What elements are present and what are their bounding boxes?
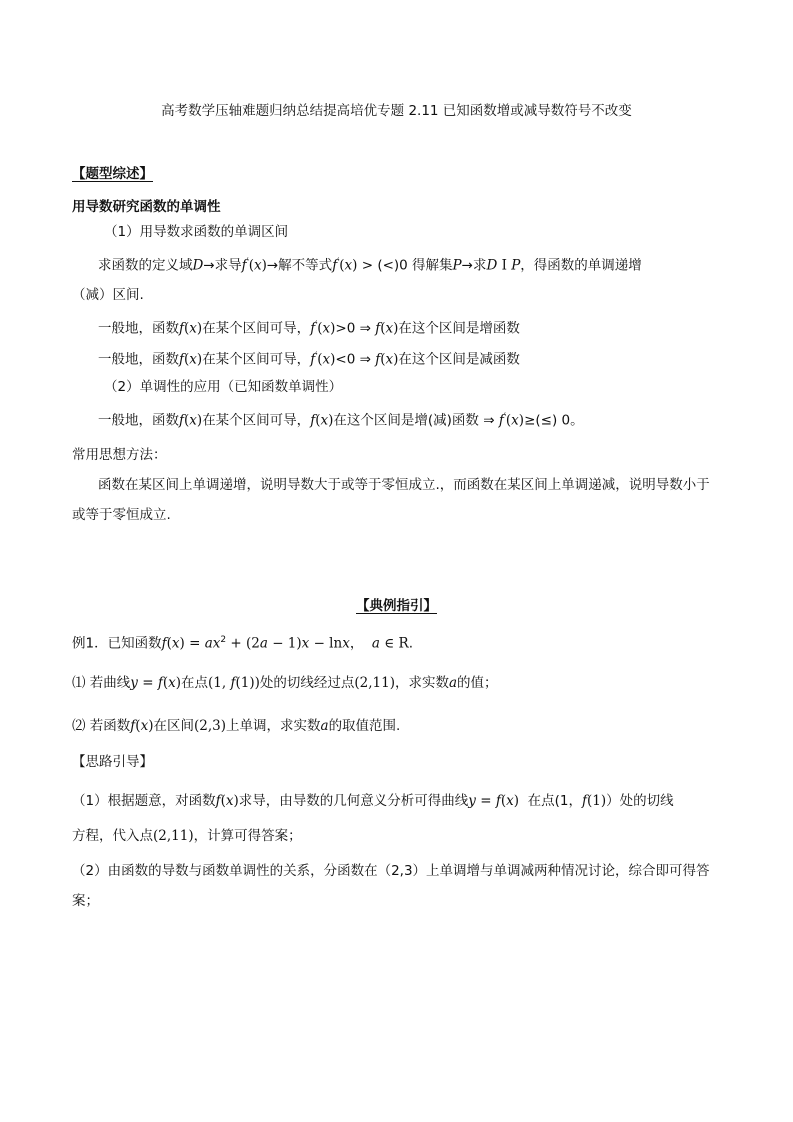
methods-text: 函数在某区间上单调递增，说明导数大于或等于零恒成立.，而函数在某区间上单调递减，说明导数小于或等于零恒成立. bbox=[72, 477, 710, 523]
hint-2: （2）由函数的导数与函数单调性的关系，分函数在（2,3）上单调增与单调减两种情况讨论，综合即可得答案； bbox=[72, 863, 710, 909]
paragraph-2-cont: （减）区间. bbox=[72, 287, 144, 303]
paragraph-4: 一般地，函数f(x)在某个区间可导，f′(x)<0 ⇒ f(x)在这个区间是减函数 bbox=[98, 351, 520, 368]
question-2: ⑵ 若函数f(x)在区间(2,3)上单调，求实数a的取值范围. bbox=[72, 718, 401, 734]
hint-1: （1）根据题意，对函数f(x)求导，由导数的几何意义分析可得曲线y = f(x) 在点(1，f(1)）处的切线 bbox=[72, 793, 674, 809]
paragraph-3: 一般地，函数f(x)在某个区间可导，f′(x)>0 ⇒ f(x)在这个区间是增函数 bbox=[98, 320, 520, 337]
methods-label: 常用思想方法： bbox=[72, 447, 167, 463]
hint-1-cont: 方程，代入点(2,11)，计算可得答案； bbox=[72, 828, 302, 844]
paragraph-2: 求函数的定义域D→求导f′(x)→解不等式f′(x) > (<)0 得解集P→求D I P，得函数的单调递增 bbox=[98, 257, 642, 274]
document-title: 高考数学压轴难题归纳总结提高培优专题 2.11 已知函数增或减导数符号不改变 bbox=[161, 103, 632, 119]
example-1: 例1．已知函数$f(x) = ax^2 + (2a - 1)x - \ln x$， a ∈ R. bbox=[72, 635, 414, 652]
hint-heading: 【思路引导】 bbox=[72, 754, 153, 770]
section-subheading: 用导数研究函数的单调性 bbox=[72, 199, 221, 215]
section-heading-overview: 【题型综述】 bbox=[72, 166, 153, 182]
question-1: ⑴ 若曲线y = f(x)在点(1, f(1))处的切线经过点(2,11)，求实数a的值； bbox=[72, 675, 498, 691]
section-heading-examples: 【典例指引】 bbox=[356, 598, 437, 614]
paragraph-1: （1）用导数求函数的单调区间 bbox=[104, 224, 289, 240]
paragraph-5: （2）单调性的应用（已知函数单调性） bbox=[104, 379, 343, 395]
paragraph-6: 一般地，函数f(x)在某个区间可导，f(x)在这个区间是增(减)函数 ⇒ f′(x)≥(≤) 0。 bbox=[98, 412, 584, 429]
